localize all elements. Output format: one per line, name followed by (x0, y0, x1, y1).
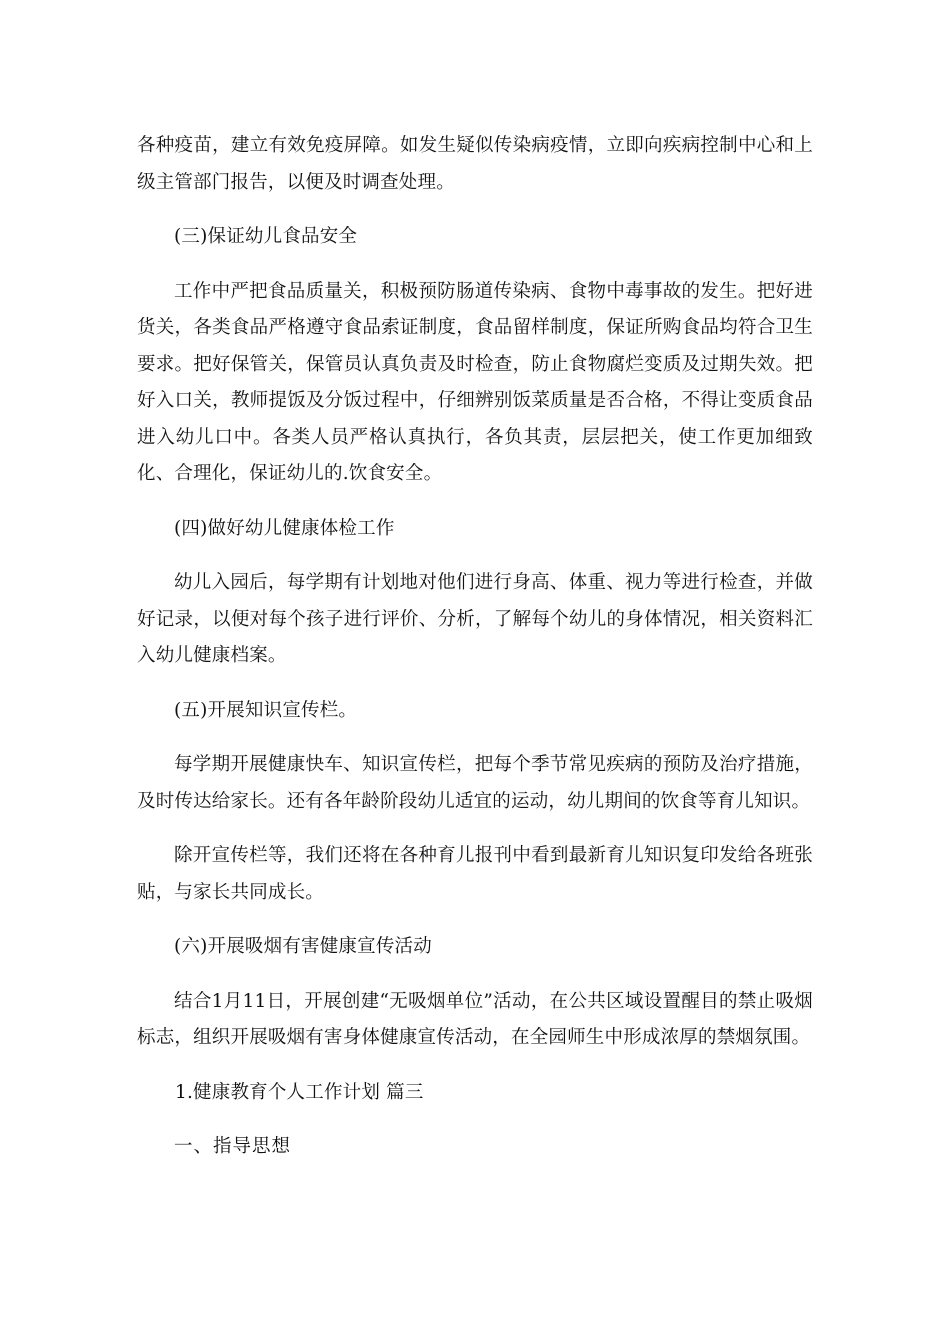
paragraph-food-safety: 工作中严把食品质量关，积极预防肠道传染病、食物中毒事故的发生。把好进货关，各类食品严格遵守食品索证制度，食品留样制度，保证所购食品均符合卫生要求。把好保管关，保管员认真负责及时检查，防止食物腐烂变质及过期失效。把好入口关，教师提饭及分饭过程中，仔细辨别饭菜质量是否合格，不得让变质食品进入幼儿口中。各类人员严格认真执行，各负其责，层层把关，使工作更加细致化、合理化，保证幼儿的.饮食安全。 (137, 280, 813, 484)
paragraph-vaccine-continued: 各种疫苗，建立有效免疫屏障。如发生疑似传染病疫情，立即向疾病控制中心和上级主管部门报告，以便及时调查处理。 (137, 135, 813, 193)
paragraph-health-checkup: 幼儿入园后，每学期有计划地对他们进行身高、体重、视力等进行检查，并做好记录，以便对每个孩子进行评价、分析，了解每个幼儿的身体情况，相关资料汇入幼儿健康档案。 (137, 572, 813, 666)
subheading-food-safety: (三)保证幼儿食品安全 (174, 226, 358, 247)
subheading-health-checkup: (四)做好幼儿健康体检工作 (174, 517, 395, 539)
subheading-anti-smoking: (六)开展吸烟有害健康宣传活动 (174, 936, 432, 957)
paragraph-anti-smoking: 结合1月11日，开展创建“无吸烟单位”活动，在公共区域设置醒目的禁止吸烟标志，组织开展吸烟有害身体健康宣传活动，在全园师生中形成浓厚的禁烟氛围。 (137, 990, 813, 1048)
paragraph-parenting-prints: 除开宣传栏等，我们还将在各种育儿报刊中看到最新育儿知识复印发给各班张贴，与家长共同成长。 (137, 845, 813, 903)
subheading-knowledge-board: (五)开展知识宣传栏。 (174, 699, 358, 721)
document-body (137, 128, 813, 1184)
section-heading-guiding-ideology: 一、指导思想 (174, 1136, 292, 1157)
heading-plan-part-three: 1.健康教育个人工作计划 篇三 (175, 1081, 424, 1103)
paragraph-knowledge-board: 每学期开展健康快车、知识宣传栏，把每个季节常见疾病的预防及治疗措施，及时传达给家长。还有各年龄阶段幼儿适宜的运动，幼儿期间的饮食等育儿知识。 (137, 754, 813, 812)
